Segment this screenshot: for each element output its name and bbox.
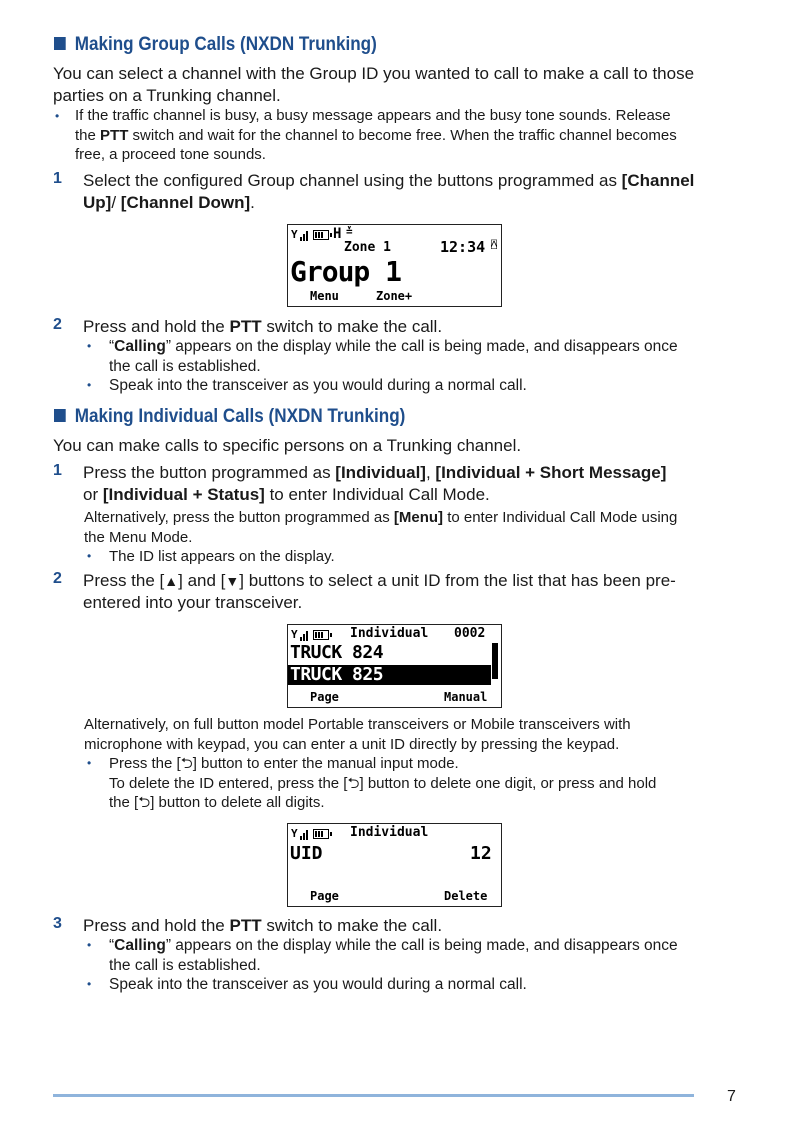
step-number: 2 <box>53 570 62 587</box>
step-number: 2 <box>53 316 62 333</box>
note-line <box>84 508 677 528</box>
lcd-display-id-list <box>287 624 502 708</box>
back-arrow-icon: ⮌ <box>138 794 151 811</box>
softkey-left-label: Page <box>310 690 339 704</box>
page-number: 7 <box>727 1088 736 1105</box>
chevron-down-icon: ≚ <box>346 225 353 238</box>
text: Press the [ <box>109 755 181 772</box>
scroll-bar[interactable] <box>492 643 498 679</box>
bullet-text: Speak into the transceiver as you would during a normal call. <box>109 377 527 394</box>
text: switch to make the call. <box>261 916 443 935</box>
step-line <box>83 170 694 192</box>
bullet-line <box>109 793 656 813</box>
signal-battery-status <box>291 229 331 241</box>
antenna-icon: Y <box>291 228 298 241</box>
text: ] button to enter the manual input mode. <box>192 755 459 772</box>
signal-bars-icon <box>300 631 308 641</box>
lcd-display-uid-input <box>287 823 502 907</box>
uid-value[interactable]: 12 <box>470 843 492 864</box>
bold-text: [Individual + Short Message] <box>435 463 667 482</box>
bullet-text <box>109 754 656 813</box>
bold-text: Calling <box>114 937 166 954</box>
busy-note <box>75 106 677 165</box>
bold-text: PTT <box>229 916 262 935</box>
note-line: the Menu Mode. <box>84 528 193 546</box>
signal-battery-status <box>291 828 331 840</box>
text: ] buttons to select a unit ID from the list that has been pre- <box>239 571 676 590</box>
alternative-note <box>84 715 631 754</box>
heading-text: Making Individual Calls (NXDN Trunking) <box>74 406 406 427</box>
text: Press and hold the <box>83 916 230 935</box>
text: Press the button programmed as <box>83 463 336 482</box>
text: Press the [ <box>83 571 165 590</box>
step-text <box>83 915 442 937</box>
status-h-icon: H <box>333 226 342 242</box>
text: switch and wait for the channel to become free. When the traffic channel becomes <box>128 126 677 144</box>
bullet: • <box>87 938 92 952</box>
signal-battery-status <box>291 629 331 641</box>
heading-text: Making Group Calls (NXDN Trunking) <box>74 34 377 55</box>
battery-icon <box>313 829 329 839</box>
text: Press and hold the <box>83 317 230 336</box>
note-line: microphone with keypad, you can enter a unit ID directly by pressing the keypad. <box>84 735 620 753</box>
text: / <box>111 193 121 212</box>
section-heading-group-calls <box>54 34 377 56</box>
text: ” appears on the display while the call is being made, and disappears once <box>165 937 678 954</box>
softkey-right-label: Zone+ <box>376 289 413 303</box>
text: To delete the ID entered, press the [ <box>109 774 348 792</box>
bold-text: Calling <box>114 338 166 355</box>
signal-bars-icon <box>300 830 308 840</box>
bullet: • <box>87 339 92 353</box>
alternative-note <box>84 508 677 547</box>
bullet-line <box>109 936 678 956</box>
intro-line: You can select a channel with the Group ID you wanted to call to make a call to those <box>53 64 695 83</box>
antenna-icon: Y <box>291 827 298 840</box>
text: ] button to delete one digit, or press and hold <box>359 774 657 792</box>
text: to enter Individual Call Mode using <box>443 509 678 526</box>
text: the [ <box>109 794 139 811</box>
step-number: 1 <box>53 462 62 479</box>
step-text <box>83 462 666 506</box>
section-heading-individual-calls <box>54 406 405 428</box>
signal-bars-icon <box>300 231 308 241</box>
lcd-display-group <box>287 224 502 307</box>
triangle-down-icon: ▼ <box>225 573 240 589</box>
text: . <box>250 193 255 212</box>
screen-title: Individual <box>350 626 429 641</box>
bullet-line <box>109 337 678 357</box>
back-arrow-icon: ⮌ <box>347 774 360 792</box>
heading-square-icon <box>54 409 66 422</box>
battery-icon <box>313 630 329 640</box>
footer-rule <box>53 1094 694 1097</box>
bullet: • <box>87 378 92 392</box>
note-bullet: • <box>55 109 60 123</box>
step-text <box>83 570 676 614</box>
step-line <box>83 192 694 214</box>
bold-text: [Channel Down] <box>120 193 251 212</box>
note-line: free, a proceed tone sounds. <box>75 146 266 163</box>
clock: 12:34 <box>440 238 486 256</box>
text: Select the configured Group channel using the buttons programmed as <box>83 171 622 190</box>
intro-paragraph <box>53 63 694 107</box>
bullet-line: the call is established. <box>109 357 261 375</box>
bullet-text: The ID list appears on the display. <box>109 548 335 565</box>
antenna-icon: Y <box>291 628 298 641</box>
text: switch to make the call. <box>261 317 443 336</box>
step-number: 1 <box>53 170 62 187</box>
step-text <box>83 170 694 214</box>
heading-square-icon <box>54 37 66 50</box>
text: ] and [ <box>178 571 226 590</box>
step-line <box>83 462 666 484</box>
softkey-left-label: Menu <box>310 289 339 303</box>
list-item-selected[interactable]: TRUCK 825 <box>288 665 491 685</box>
text: to enter Individual Call Mode. <box>264 485 490 504</box>
text: , <box>425 463 436 482</box>
note-line: Alternatively, on full button model Portable transceivers or Mobile transceivers with <box>84 716 631 733</box>
zone-label: Zone 1 <box>344 240 391 255</box>
softkey-right-label: Delete <box>444 889 488 903</box>
text: ” appears on the display while the call is being made, and disappears once <box>165 338 678 355</box>
note-line: If the traffic channel is busy, a busy message appears and the busy tone sounds. Release <box>75 107 671 124</box>
bold-text: [Individual] <box>335 463 426 482</box>
bullet-line: the call is established. <box>109 956 261 974</box>
lock-icon: ⍓ <box>491 240 498 251</box>
step-text <box>83 316 442 338</box>
note-line <box>75 126 677 146</box>
bullet-text: Speak into the transceiver as you would during a normal call. <box>109 976 527 993</box>
triangle-up-icon: ▲ <box>164 573 179 589</box>
channel-name: Group 1 <box>290 255 402 288</box>
bold-text: [Menu] <box>393 509 444 526</box>
battery-icon <box>313 230 329 240</box>
intro-paragraph: You can make calls to specific persons on a Trunking channel. <box>53 436 522 455</box>
bullet-text <box>109 936 678 975</box>
bullet-text <box>109 337 678 376</box>
uid-label: UID <box>290 843 323 864</box>
bullet-line <box>109 774 656 794</box>
text: “ <box>109 338 115 355</box>
bullet: • <box>87 756 92 770</box>
step-number: 3 <box>53 915 62 932</box>
text: Alternatively, press the button programmed as <box>84 509 394 526</box>
softkey-right-label: Manual <box>444 690 488 704</box>
bullet: • <box>87 977 92 991</box>
text: or <box>83 485 103 504</box>
list-item[interactable]: TRUCK 824 <box>290 642 384 663</box>
bold-text: [Channel <box>621 171 695 190</box>
text: “ <box>109 937 115 954</box>
list-count: 0002 <box>454 626 486 641</box>
back-arrow-icon: ⮌ <box>180 755 193 772</box>
bullet: • <box>87 549 92 563</box>
step-line: entered into your transceiver. <box>83 593 303 612</box>
screen-title: Individual <box>350 825 429 840</box>
step-line <box>83 570 676 592</box>
text: the <box>75 126 101 144</box>
bold-text: [Individual + Status] <box>102 485 265 504</box>
bold-text: PTT <box>229 317 262 336</box>
intro-line: parties on a Trunking channel. <box>53 86 281 105</box>
text: ] button to delete all digits. <box>150 794 325 811</box>
bullet-line <box>109 754 656 774</box>
softkey-left-label: Page <box>310 889 339 903</box>
step-line <box>83 484 666 506</box>
bold-text: Up] <box>83 193 112 212</box>
bold-text: PTT <box>100 126 129 144</box>
